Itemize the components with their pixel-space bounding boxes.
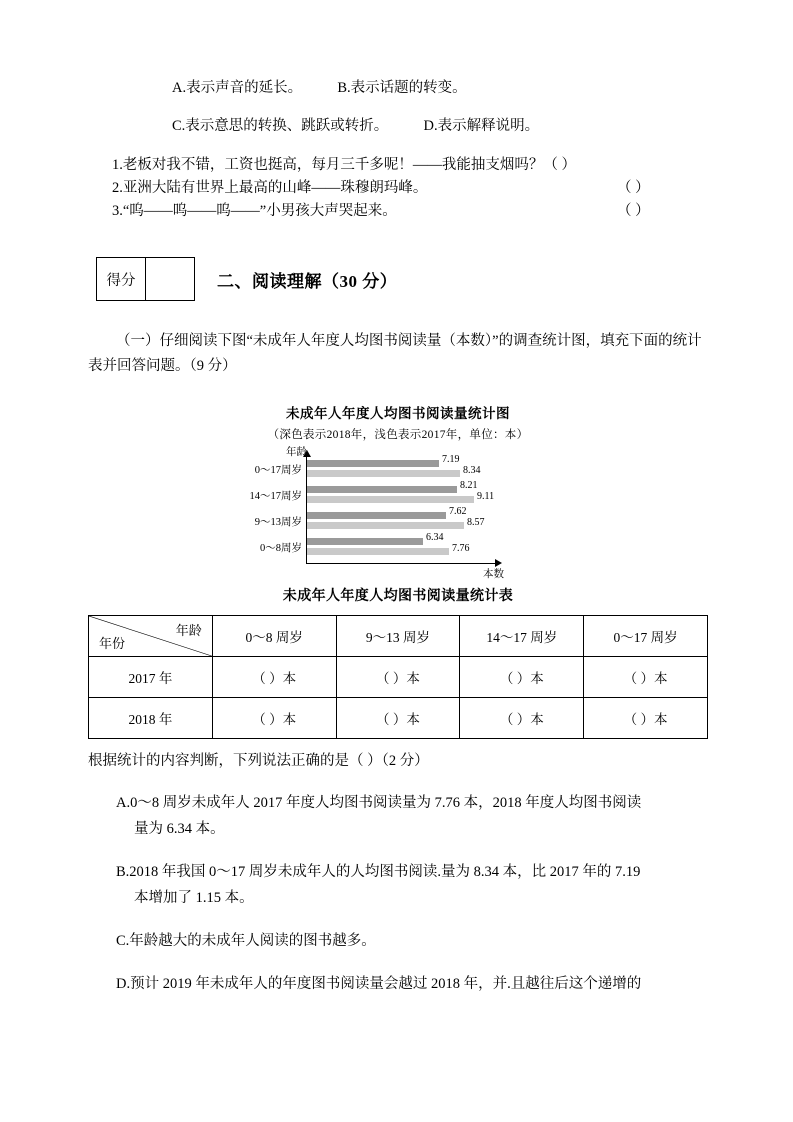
spacer <box>88 138 708 154</box>
question-item-1 <box>112 154 708 177</box>
question-item-2 <box>112 177 708 200</box>
corner-label-year: 年份 <box>99 635 126 651</box>
bar-2017-0-17 <box>307 470 460 477</box>
statistics-table <box>88 615 708 739</box>
table-row <box>89 656 708 697</box>
chart-plot-area <box>228 446 568 580</box>
option-d: D.表示解释说明。 <box>423 117 540 134</box>
choice-b <box>88 860 708 911</box>
bar-2018-0-8 <box>307 538 423 545</box>
table-header-row <box>89 615 708 656</box>
option-b: B.表示话题的转变。 <box>337 80 467 96</box>
bar-2018-14-17 <box>307 486 457 493</box>
choice-c <box>88 929 708 954</box>
answer-paren[interactable]: （ ） <box>617 202 650 219</box>
corner-label-age: 年龄 <box>175 622 202 638</box>
bar-value: 8.21 <box>460 479 478 491</box>
table-corner-cell <box>89 615 213 656</box>
category-label: 0～8周岁 <box>260 542 302 554</box>
table-header-cell: 0～8 周岁 <box>212 615 336 656</box>
answer-cell[interactable]: （ ）本 <box>584 697 708 738</box>
chart-subtitle: （深色表示2018年，浅色表示2017年，单位：本） <box>267 428 529 441</box>
answer-cell[interactable]: （ ）本 <box>460 656 584 697</box>
option-line-1 <box>172 78 708 100</box>
chart-title: 未成年人年度人均图书阅读量统计图 <box>286 405 510 421</box>
score-input[interactable] <box>146 258 194 300</box>
bar-value: 8.34 <box>463 464 481 476</box>
after-table-question: 根据统计的内容判断，下列说法正确的是（ ）（2 分） <box>88 752 429 769</box>
section-header-row <box>96 257 708 301</box>
document-content <box>88 78 708 998</box>
bar-2017-9-13 <box>307 522 464 529</box>
section-intro: （一）仔细阅读下图“未成年人年度人均图书阅读量（本数）”的调查统计图，填充下面的统计表并回答问题。（9 分） <box>88 333 702 375</box>
bar-value: 7.19 <box>442 453 460 465</box>
bar-value: 9.11 <box>477 490 495 502</box>
answer-cell[interactable]: （ ）本 <box>212 697 336 738</box>
choice-d <box>88 972 708 997</box>
row-label: 2017 年 <box>89 656 213 697</box>
table-row <box>89 697 708 738</box>
category-label: 9～13周岁 <box>254 516 302 528</box>
category-label: 0～17周岁 <box>254 464 302 476</box>
table-header-cell: 0～17 周岁 <box>584 615 708 656</box>
score-label: 得分 <box>97 258 146 300</box>
score-box <box>96 257 195 301</box>
bar-value: 7.62 <box>449 505 467 517</box>
chart-block <box>88 402 708 580</box>
choice-line-1: D.预计 2019 年未成年人的年度图书阅读量会越过 2018 年，并.且越往后这个递增的 <box>116 976 642 993</box>
bar-value: 6.34 <box>426 531 444 543</box>
section-title: 二、阅读理解（30 分） <box>217 271 398 291</box>
question-text: 2.亚洲大陆有世界上最高的山峰——珠穆朗玛峰。 <box>112 179 428 196</box>
spacer <box>88 100 708 116</box>
choice-line-1: B.2018 年我国 0～17 周岁未成年人的人均图书阅读.量为 8.34 本，比 2017 年的 7.19 <box>116 864 641 881</box>
category-label: 14～17周岁 <box>249 490 302 502</box>
bar-2018-9-13 <box>307 512 446 519</box>
bar-2017-14-17 <box>307 496 474 503</box>
bar-value: 8.57 <box>467 516 485 528</box>
row-label: 2018 年 <box>89 697 213 738</box>
table-header-cell: 9～13 周岁 <box>336 615 460 656</box>
answer-cell[interactable]: （ ）本 <box>336 697 460 738</box>
choice-line-2: 本增加了 1.15 本。 <box>134 889 254 906</box>
table-header-cell: 14～17 周岁 <box>460 615 584 656</box>
choice-line-1: A.0～8 周岁未成年人 2017 年度人均图书阅读量为 7.76 本，2018 年度人均图书阅读 <box>116 795 642 812</box>
question-item-3 <box>112 200 708 223</box>
option-line-2 <box>172 116 708 138</box>
table-caption: 未成年人年度人均图书阅读量统计表 <box>282 588 514 604</box>
choice-a <box>88 791 708 842</box>
question-text: 1.老板对我不错，工资也挺高，每月三千多呢！——我能抽支烟吗？（ ） <box>112 156 576 173</box>
question-text: 3.“呜——呜——呜——”小男孩大声哭起来。 <box>112 202 397 219</box>
bar-value: 7.76 <box>452 542 470 554</box>
choice-line-2: 量为 6.34 本。 <box>134 820 225 837</box>
answer-cell[interactable]: （ ）本 <box>212 656 336 697</box>
choice-line-1: C.年龄越大的未成年人阅读的图书越多。 <box>116 932 376 949</box>
answer-paren[interactable]: （ ） <box>617 179 650 196</box>
option-c: C.表示意思的转换、跳跃或转折。 <box>172 117 389 134</box>
answer-cell[interactable]: （ ）本 <box>584 656 708 697</box>
bar-2018-0-17 <box>307 460 439 467</box>
answer-cell[interactable]: （ ）本 <box>336 656 460 697</box>
x-axis-label: 本数 <box>483 568 504 580</box>
bar-2017-0-8 <box>307 548 449 555</box>
option-a: A.表示声音的延长。 <box>172 80 303 96</box>
x-axis <box>306 563 496 564</box>
answer-cell[interactable]: （ ）本 <box>460 697 584 738</box>
y-axis-label: 年龄 <box>286 446 307 458</box>
